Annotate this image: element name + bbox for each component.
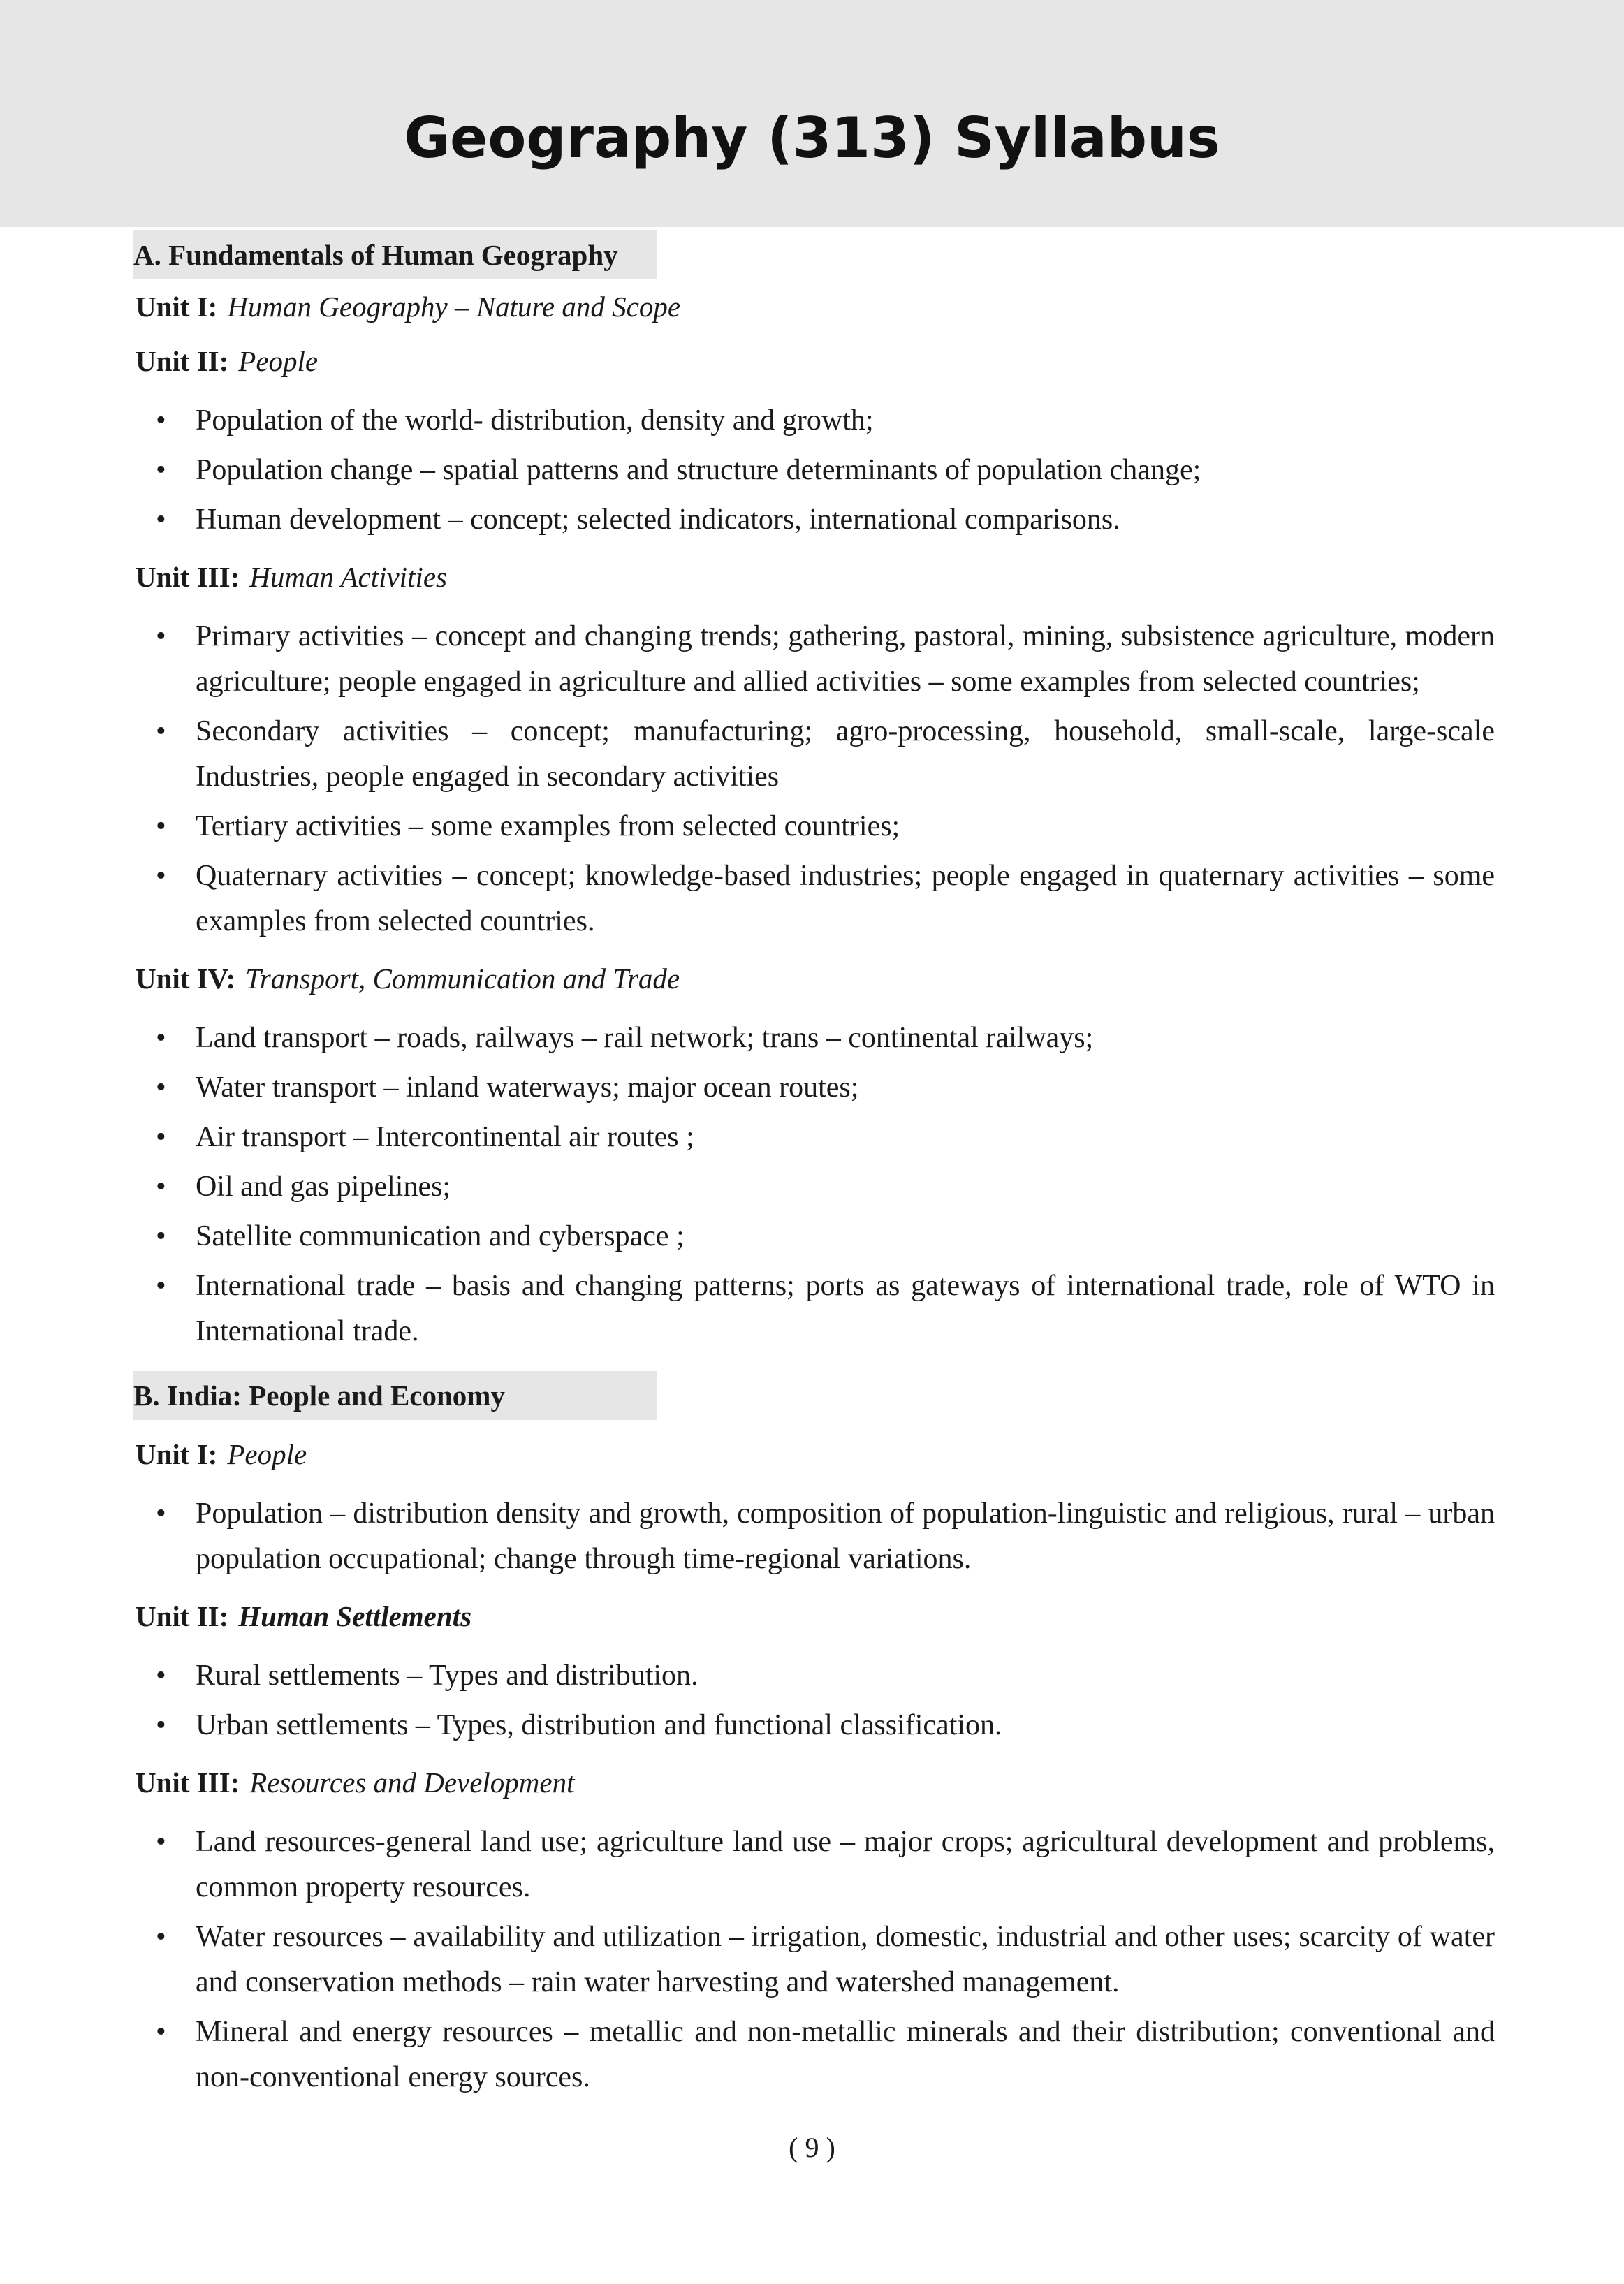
list-item: • Mineral and energy resources – metallic and non-metallic minerals and their distribution; conventional and non-conventional energy sources. (196, 2010, 1495, 2100)
bullet-list (133, 398, 1495, 543)
list-item: • Population – distribution density and growth, composition of population-linguistic and religious, rural – urban population occupational; change through time-regional variations. (196, 1491, 1495, 1582)
unit-label: Unit II: (136, 345, 229, 377)
unit-label: Unit I: (136, 1438, 218, 1470)
list-item: • International trade – basis and changing patterns; ports as gateways of international trade, role of WTO in International trade. (196, 1264, 1495, 1354)
unit-title: Human Activities (249, 561, 448, 593)
unit-heading (136, 559, 1495, 594)
list-item: • Air transport – Intercontinental air routes ; (196, 1115, 1495, 1160)
list-item: • Rural settlements – Types and distribution. (196, 1653, 1495, 1699)
list-item: • Water resources – availability and utilization – irrigation, domestic, industrial and other uses; scarcity of water and conservation methods – rain water harvesting and watershed management. (196, 1915, 1495, 2005)
bullet-list (133, 1653, 1495, 1748)
unit-label: Unit I: (136, 291, 218, 323)
unit-heading (136, 1599, 1495, 1634)
list-item: • Human development – concept; selected indicators, international comparisons. (196, 497, 1495, 543)
unit-heading (136, 1437, 1495, 1472)
bullet-list (133, 614, 1495, 944)
unit-heading (136, 289, 1495, 324)
unit-label: Unit II: (136, 1600, 229, 1632)
list-item: • Land transport – roads, railways – rail network; trans – continental railways; (196, 1016, 1495, 1061)
unit-label: Unit III: (136, 1766, 240, 1799)
unit-label: Unit IV: (136, 962, 236, 995)
list-item: • Oil and gas pipelines; (196, 1164, 1495, 1210)
unit-title: Resources and Development (249, 1766, 575, 1799)
unit-heading (136, 961, 1495, 996)
page-number: ( 9 ) (789, 2132, 835, 2163)
list-item: • Population of the world- distribution, density and growth; (196, 398, 1495, 444)
unit-heading (136, 344, 1495, 379)
unit-title: Human Settlements (238, 1600, 472, 1632)
list-item: • Urban settlements – Types, distribution and functional classification. (196, 1703, 1495, 1748)
bullet-list (133, 1016, 1495, 1354)
page-title: Geography (313) Syllabus (404, 105, 1220, 170)
section-a (133, 230, 1495, 1354)
unit-heading (136, 1765, 1495, 1800)
section-heading: A. Fundamentals of Human Geography (133, 230, 657, 279)
bullet-list (133, 1820, 1495, 2100)
list-item: • Secondary activities – concept; manufacturing; agro-processing, household, small-scale, large-scale Industries, people engaged in secondary activities (196, 709, 1495, 800)
list-item: • Primary activities – concept and changing trends; gathering, pastoral, mining, subsistence agriculture, modern agriculture; people engaged in agriculture and allied activities – some examples from selected countries; (196, 614, 1495, 705)
list-item: • Quaternary activities – concept; knowledge-based industries; people engaged in quaternary activities – some examples from selected countries. (196, 854, 1495, 944)
unit-label: Unit III: (136, 561, 240, 593)
bullet-list (133, 1491, 1495, 1582)
list-item: • Satellite communication and cyberspace ; (196, 1214, 1495, 1259)
unit-title: People (238, 345, 319, 377)
list-item: • Water transport – inland waterways; major ocean routes; (196, 1065, 1495, 1111)
list-item: • Tertiary activities – some examples from selected countries; (196, 804, 1495, 849)
unit-title: People (227, 1438, 307, 1470)
section-b (133, 1371, 1495, 2100)
unit-title: Transport, Communication and Trade (245, 962, 680, 995)
list-item: • Land resources-general land use; agriculture land use – major crops; agricultural development and problems, common property resources. (196, 1820, 1495, 1910)
unit-title: Human Geography – Nature and Scope (227, 291, 681, 323)
list-item: • Population change – spatial patterns and structure determinants of population change; (196, 448, 1495, 493)
section-heading: B. India: People and Economy (133, 1371, 657, 1420)
syllabus-content (133, 230, 1495, 2117)
